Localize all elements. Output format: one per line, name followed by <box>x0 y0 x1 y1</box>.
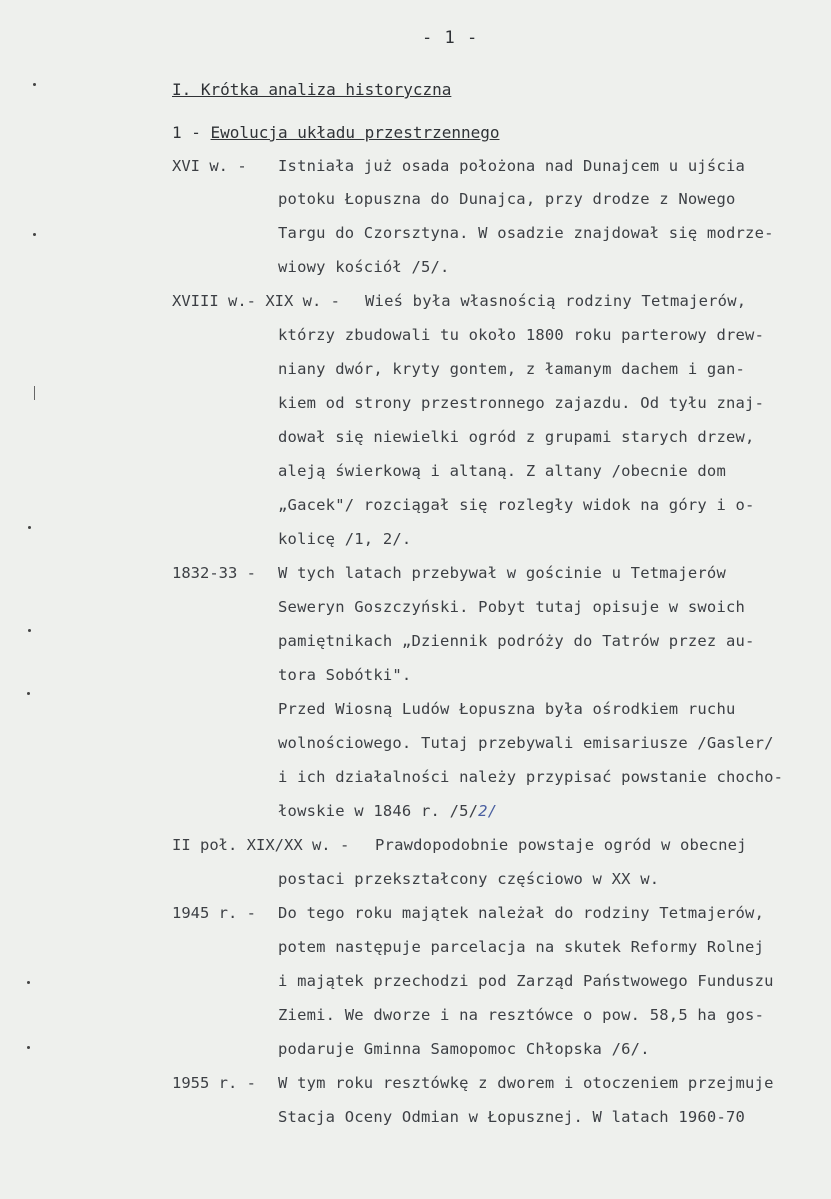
entry-line-text: łowskie w 1846 r. /5/ <box>278 802 479 820</box>
entry-date-label: 1945 r. - <box>172 904 256 922</box>
entry-line: Stacja Oceny Odmian w Łopusznej. W latach 1960-70 <box>278 1108 746 1126</box>
entry-line: „Gacek"/ rozciągał się rozległy widok na góry i o- <box>278 496 755 514</box>
margin-mark <box>34 386 35 400</box>
entry-line: Przed Wiosną Ludów Łopuszna była ośrodkiem ruchu <box>278 700 736 718</box>
entry-line: podaruje Gminna Samopomoc Chłopska /6/. <box>278 1040 650 1058</box>
entry-date-label: 1955 r. - <box>172 1074 256 1092</box>
margin-mark <box>27 981 30 984</box>
entry-line: niany dwór, kryty gontem, z łamanym dachem i gan- <box>278 360 746 378</box>
entry-line: potem następuje parcelacja na skutek Reformy Rolnej <box>278 938 765 956</box>
page-number: - 1 - <box>422 28 479 48</box>
entry-line: tora Sobótki". <box>278 666 412 684</box>
entry-line: aleją świerkową i altaną. Z altany /obecnie dom <box>278 462 726 480</box>
entry-line: wolnościowego. Tutaj przebywali emisariusze /Gasler/ <box>278 734 774 752</box>
entry-line: Do tego roku majątek należał do rodziny Tetmajerów, <box>278 904 765 922</box>
section-title: I. Krótka analiza historyczna <box>172 80 452 99</box>
entry-line: Seweryn Goszczyński. Pobyt tutaj opisuje w swoich <box>278 598 746 616</box>
entry-line: Istniała już osada położona nad Dunajcem u ujścia <box>278 157 746 175</box>
subsection-number: 1 - <box>172 123 211 142</box>
margin-mark <box>33 233 36 236</box>
entry-line: i majątek przechodzi pod Zarząd Państwowego Funduszu <box>278 972 774 990</box>
entry-date-label: 1832-33 - <box>172 564 256 582</box>
entry-line: i ich działalności należy przypisać powstanie chocho- <box>278 768 784 786</box>
entry-line: kiem od strony przestronnego zajazdu. Od tyłu znaj- <box>278 394 765 412</box>
entry-line: dował się niewielki ogród z grupami starych drzew, <box>278 428 755 446</box>
entry-line: Ziemi. We dworze i na resztówce o pow. 58,5 ha gos- <box>278 1006 765 1024</box>
entry-line: potoku Łopuszna do Dunajca, przy drodze z Nowego <box>278 190 736 208</box>
margin-mark <box>28 629 31 632</box>
entry-line: którzy zbudowali tu około 1800 roku parterowy drew- <box>278 326 765 344</box>
entry-date-label: XVIII w.- XIX w. - <box>172 292 340 310</box>
entry-line: Prawdopodobnie powstaje ogród w obecnej <box>375 836 747 854</box>
entry-date-label: II poł. XIX/XX w. - <box>172 836 350 854</box>
margin-mark <box>27 1046 30 1049</box>
margin-mark <box>33 83 36 86</box>
subsection-text: Ewolucja układu przestrzennego <box>210 123 500 142</box>
entry-line: W tych latach przebywał w gościnie u Tetmajerów <box>278 564 726 582</box>
handwritten-correction: 2/ <box>478 802 498 820</box>
entry-line: postaci przekształcony częściowo w XX w. <box>278 870 660 888</box>
entry-line: wiowy kościół /5/. <box>278 258 450 276</box>
entry-line: kolicę /1, 2/. <box>278 530 412 548</box>
entry-line: pamiętnikach „Dziennik podróży do Tatrów przez au- <box>278 632 755 650</box>
subsection-title <box>172 123 500 142</box>
entry-date-label: XVI w. - <box>172 157 247 175</box>
entry-line: Wieś była własnością rodziny Tetmajerów, <box>365 292 747 310</box>
margin-mark <box>28 526 31 529</box>
margin-mark <box>27 692 30 695</box>
entry-line: Targu do Czorsztyna. W osadzie znajdował się modrze- <box>278 224 774 242</box>
entry-line <box>278 802 497 820</box>
entry-line: W tym roku resztówkę z dworem i otoczeniem przejmuje <box>278 1074 774 1092</box>
